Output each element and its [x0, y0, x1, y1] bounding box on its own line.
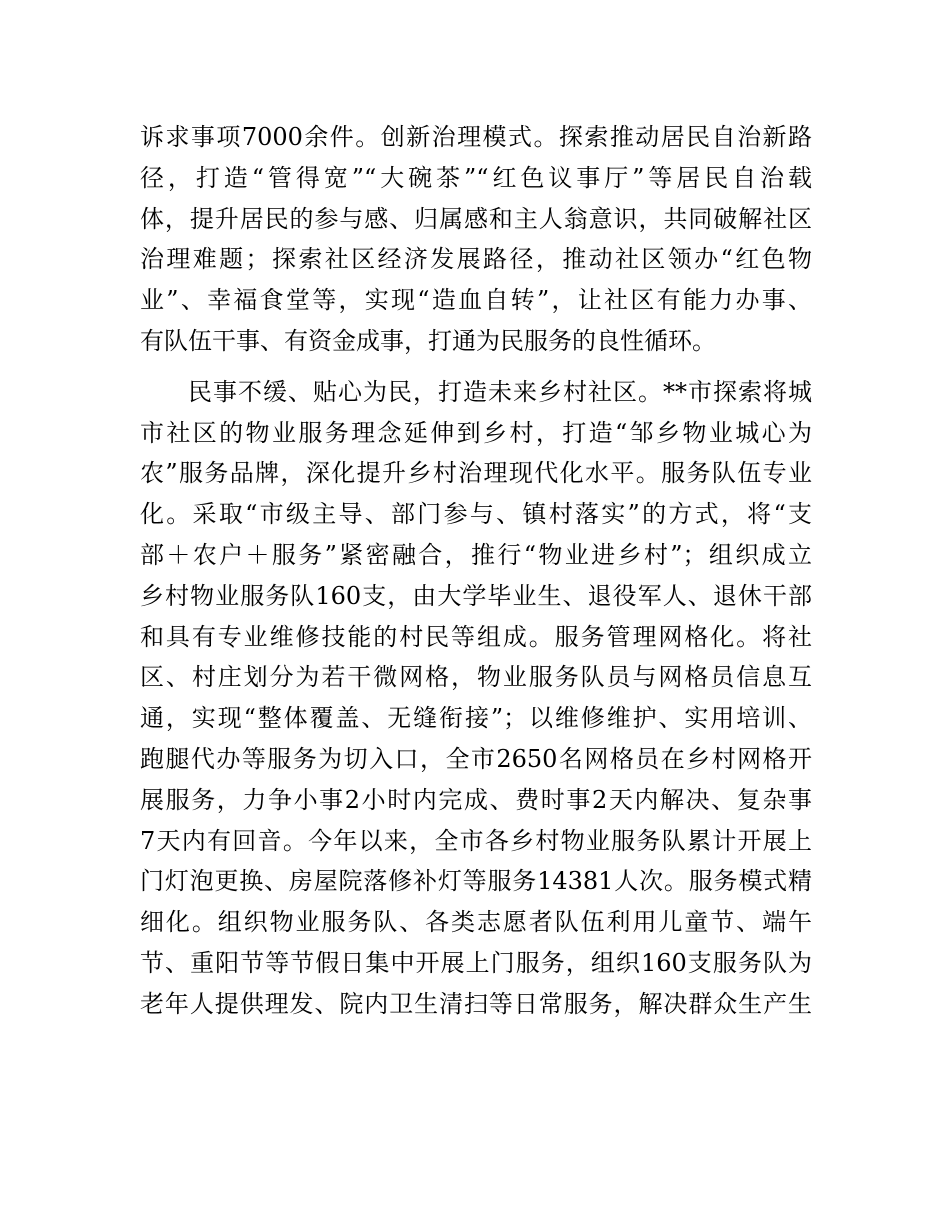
text-line: 治理难题；探索社区经济发展路径，推动社区领办“红色物 [140, 245, 812, 274]
text-line: 有队伍干事、有资金成事，打通为民服务的良性循环。 [140, 326, 716, 355]
text-line: 民事不缓、贴心为民，打造未来乡村社区。**市探索将城 [188, 377, 812, 406]
text-line: 农”服务品牌，深化提升乡村治理现代化水平。服务队伍专业 [140, 459, 812, 488]
text-line: 通，实现“整体覆盖、无缝衔接”；以维修维护、实用培训、 [140, 704, 812, 733]
text-line: 市社区的物业服务理念延伸到乡村，打造“邹乡物业城心为 [140, 418, 812, 447]
text-line: 诉求事项7000余件。创新治理模式。探索推动居民自治新路 [140, 123, 812, 151]
paragraph-1 [140, 117, 812, 362]
text-line: 径，打造“管得宽”“大碗茶”“红色议事厅”等居民自治载 [140, 163, 812, 192]
text-line: 细化。组织物业服务队、各类志愿者队伍利用儿童节、端午 [140, 908, 812, 937]
paragraph-spacer [140, 362, 812, 372]
text-line: 业”、幸福食堂等，实现“造血自转”，让社区有能力办事、 [140, 286, 812, 315]
text-line: 展服务，力争小事2小时内完成、费时事2天内解决、复杂事 [140, 785, 812, 814]
paragraph-2 [140, 372, 812, 1025]
text-line: 部＋农户＋服务”紧密融合，推行“物业进乡村”；组织成立 [140, 540, 812, 569]
text-line: 跑腿代办等服务为切入口，全市2650名网格员在乡村网格开 [140, 744, 812, 773]
body-text [140, 117, 812, 1025]
text-line: 7天内有回音。今年以来，全市各乡村物业服务队累计开展上 [140, 826, 812, 855]
text-line: 节、重阳节等节假日集中开展上门服务，组织160支服务队为 [140, 948, 812, 977]
text-line: 区、村庄划分为若干微网格，物业服务队员与网格员信息互 [140, 663, 812, 692]
text-line: 和具有专业维修技能的村民等组成。服务管理网格化。将社 [140, 622, 812, 651]
text-line: 化。采取“市级主导、部门参与、镇村落实”的方式，将“支 [140, 500, 812, 529]
text-line: 体，提升居民的参与感、归属感和主人翁意识，共同破解社区 [140, 204, 812, 233]
text-line: 门灯泡更换、房屋院落修补灯等服务14381人次。服务模式精 [140, 867, 812, 896]
text-line: 乡村物业服务队160支，由大学毕业生、退役军人、退休干部 [140, 581, 812, 610]
text-line: 老年人提供理发、院内卫生清扫等日常服务，解决群众生产生 [140, 989, 812, 1018]
